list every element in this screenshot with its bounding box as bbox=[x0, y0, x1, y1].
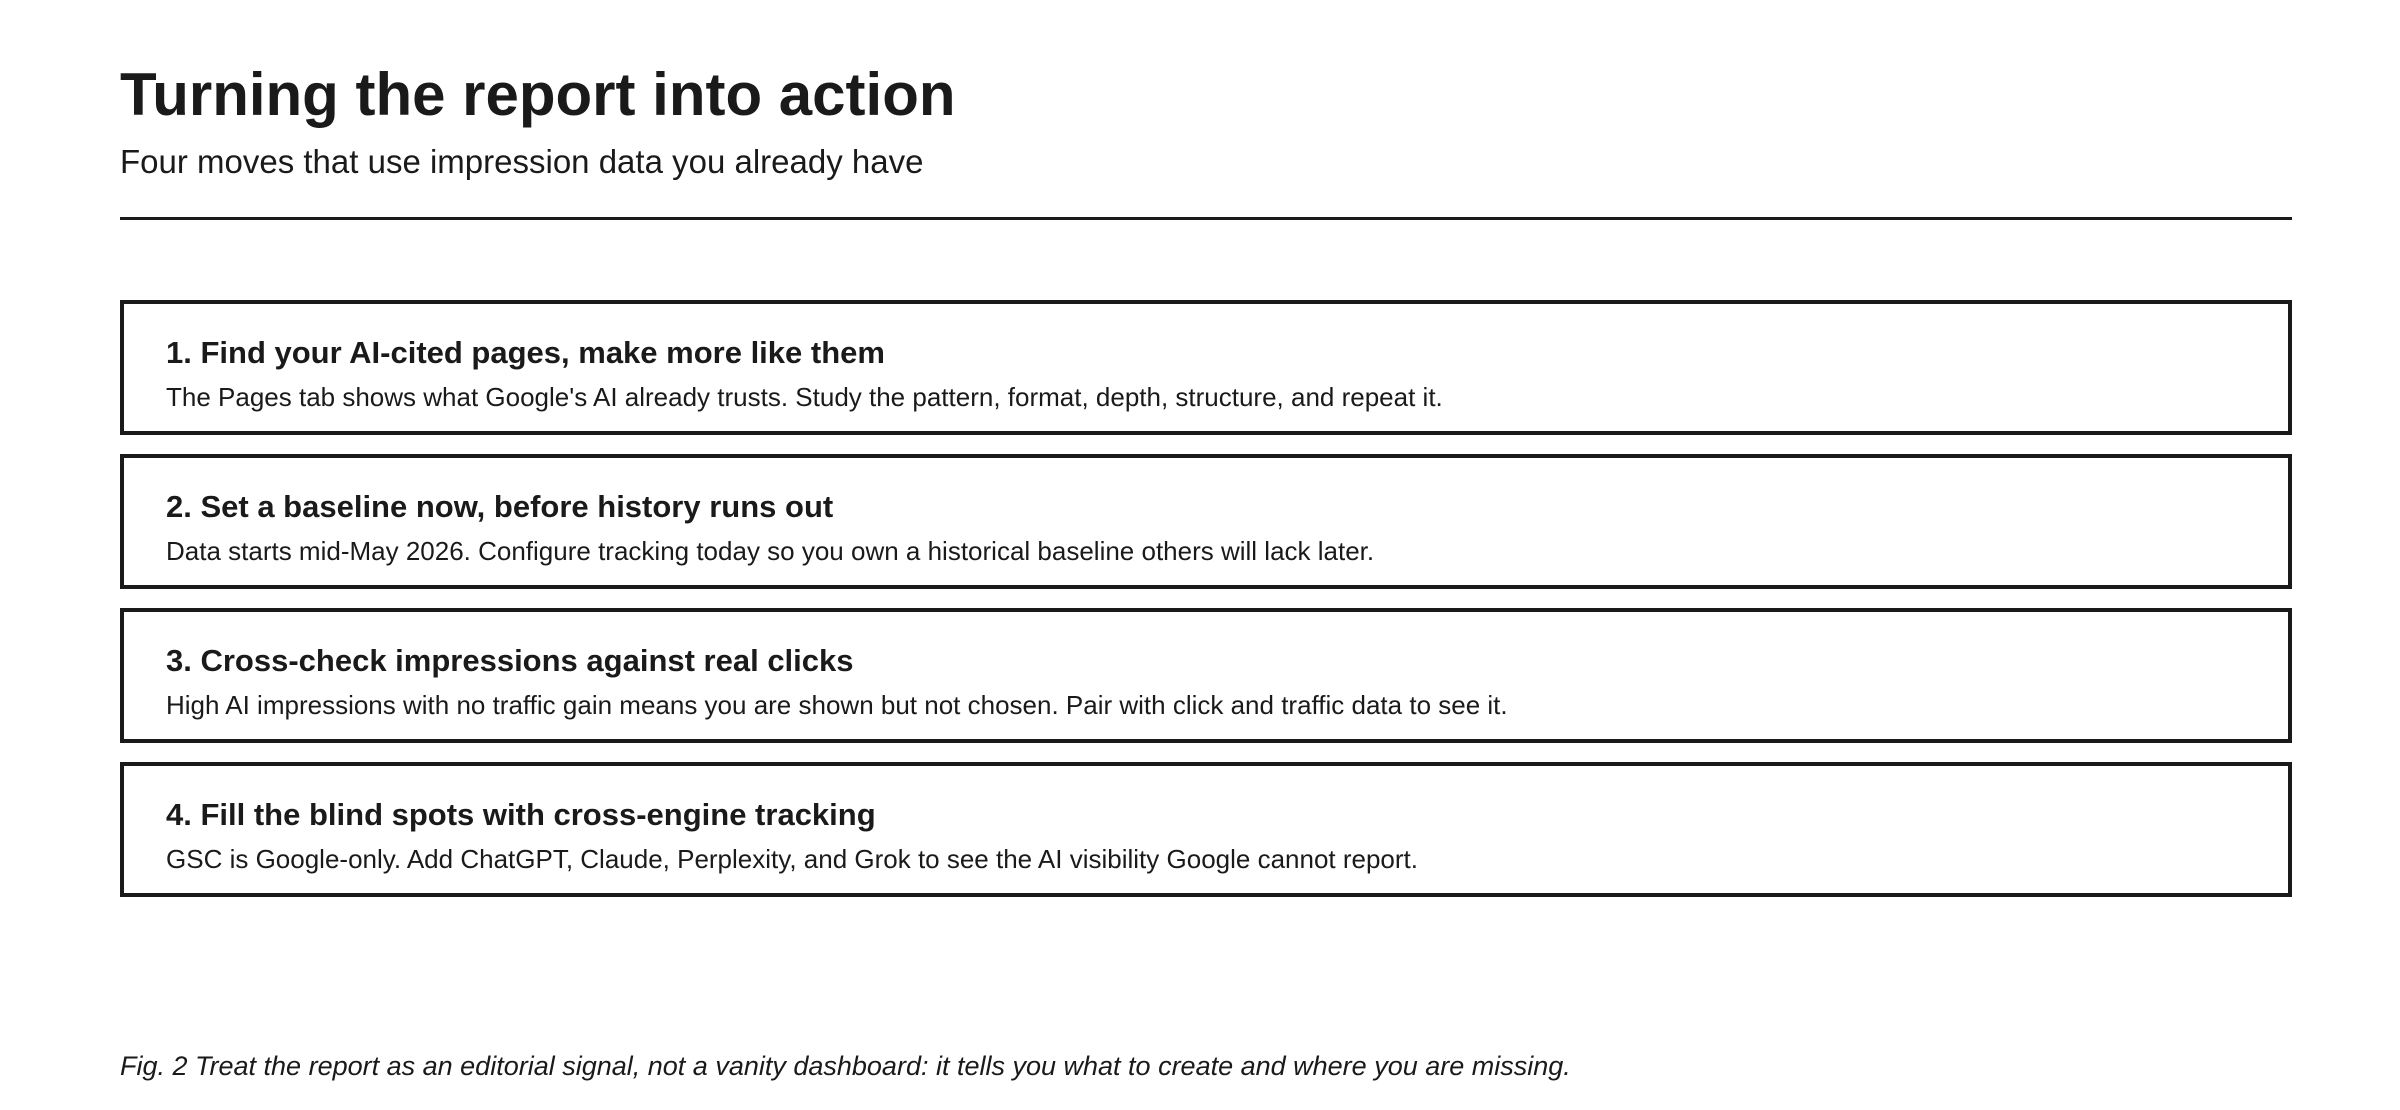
action-card-cross-check-clicks bbox=[120, 608, 2292, 743]
action-card-cross-engine-tracking bbox=[120, 762, 2292, 897]
action-card-description: The Pages tab shows what Google's AI already trusts. Study the pattern, format, depth, structure, and repeat it. bbox=[166, 382, 1443, 412]
page-title: Turning the report into action bbox=[120, 61, 956, 128]
action-card-description: Data starts mid-May 2026. Configure tracking today so you own a historical baseline others will lack later. bbox=[166, 536, 1375, 566]
action-card-title: 1. Find your AI-cited pages, make more like them bbox=[166, 335, 885, 370]
action-card-description: High AI impressions with no traffic gain means you are shown but not chosen. Pair with click and traffic data to see it. bbox=[166, 690, 1508, 720]
figure-caption: Fig. 2 Treat the report as an editorial signal, not a vanity dashboard: it tells you what to create and where you are missing. bbox=[120, 1051, 1571, 1081]
action-card-title: 2. Set a baseline now, before history runs out bbox=[166, 489, 834, 524]
action-card-set-baseline bbox=[120, 454, 2292, 589]
action-card-title: 4. Fill the blind spots with cross-engine tracking bbox=[166, 797, 876, 832]
action-list bbox=[120, 300, 2292, 916]
action-card-title: 3. Cross-check impressions against real clicks bbox=[166, 643, 854, 678]
action-card-description: GSC is Google-only. Add ChatGPT, Claude, Perplexity, and Grok to see the AI visibility Google cannot report. bbox=[166, 844, 1418, 874]
action-card-find-cited-pages bbox=[120, 300, 2292, 435]
header-divider bbox=[120, 217, 2292, 220]
page-subtitle: Four moves that use impression data you already have bbox=[120, 143, 924, 180]
